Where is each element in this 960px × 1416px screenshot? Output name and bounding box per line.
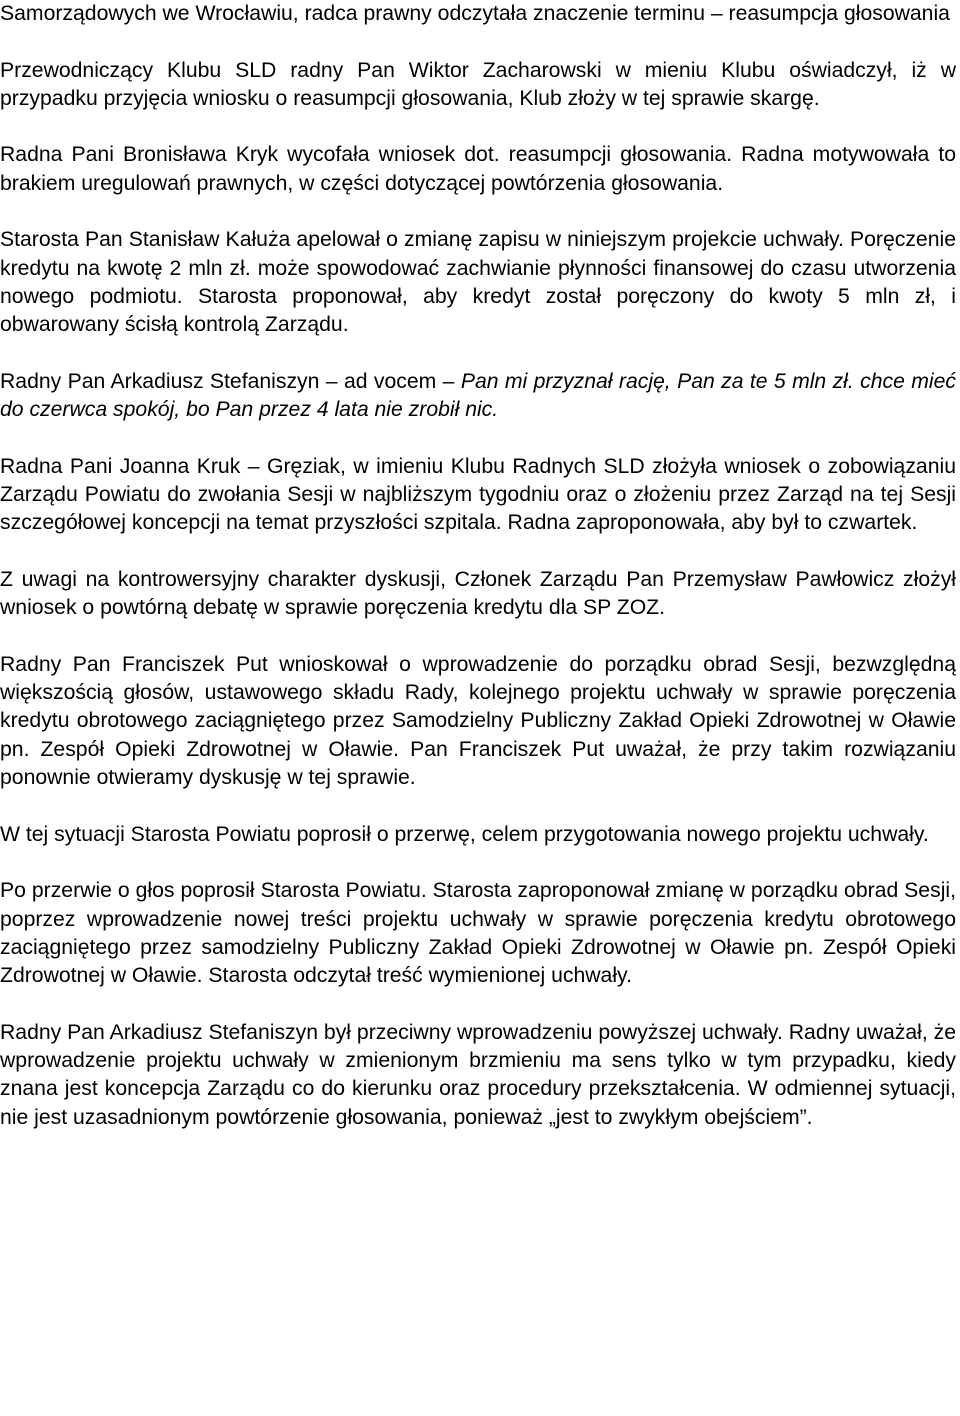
paragraph-gap xyxy=(0,990,956,1018)
speaker-attribution: Radny Pan Arkadiusz Stefaniszyn – ad vocem – xyxy=(0,369,461,393)
paragraph-pawlowicz-motion: Z uwagi na kontrowersyjny charakter dyskusji, Członek Zarządu Pan Przemysław Pawłowicz złożył wniosek o powtórną debatę w sprawie poręczenia kredytu dla SP ZOZ. xyxy=(0,567,956,620)
quoted-remark: Pan mi przyznał rację, Pan za te 5 mln zł. chce mieć do czerwca spokój, bo Pan przez 4 lata nie zrobił nic. xyxy=(0,369,956,422)
paragraph-starosta-appeal: Starosta Pan Stanisław Kałuża apelował o zmianę zapisu w niniejszym projekcie uchwały. Poręczenie kredytu na kwotę 2 mln zł. może spowodować zachwianie płynności finansowej do czasu utworzenia nowego podmiotu. Starosta proponował, aby kredyt został poręczony do kwoty 5 mln zł, i obwarowany ścisłą kontrolą Zarządu. xyxy=(0,228,956,337)
paragraph-gap xyxy=(0,424,956,452)
paragraph-stefaniszyn-opposition: Radny Pan Arkadiusz Stefaniszyn był przeciwny wprowadzeniu powyższej uchwały. Radny uważał, że wprowadzenie projektu uchwały w zmienionym brzmieniu ma sens tylko w tym przypadku, kiedy znana jest koncepcja Zarządu co do kierunku oraz procedury przekształcenia. W odmiennej sytuacji, nie jest uzasadnionym powtórzenie głosowania, ponieważ „jest to zwykłym obejściem”. xyxy=(0,1020,956,1129)
paragraph-gap xyxy=(0,623,956,651)
paragraph-break-request: W tej sytuacji Starosta Powiatu poprosił o przerwę, celem przygotowania nowego projektu uchwały. xyxy=(0,822,929,846)
paragraph-after-break: Po przerwie o głos poprosił Starosta Powiatu. Starosta zaproponował zmianę w porządku obrad Sesji, poprzez wprowadzenie nowej treści projektu uchwały w sprawie poręczenia kredytu obrotowego zaciągniętego przez samodzielny Publiczny Zakład Opieki Zdrowotnej w Oławie pn. Zespół Opieki Zdrowotnej w Oławie. Starosta odczytał treść wymienionej uchwały. xyxy=(0,879,956,988)
paragraph-sld-club-statement: Przewodniczący Klubu SLD radny Pan Wiktor Zacharowski w mieniu Klubu oświadczył, iż w przypadku przyjęcia wniosku o reasumpcji głosowania, Klub złoży w tej sprawie skargę. xyxy=(0,58,956,110)
paragraph-kryk-withdrawal: Radna Pani Bronisława Kryk wycofała wniosek dot. reasumpcji głosowania. Radna motywowała to brakiem uregulowań prawnych, w części dotyczącej powtórzenia głosowania. xyxy=(0,143,956,195)
paragraph-gap xyxy=(0,28,956,56)
paragraph-gap xyxy=(0,792,956,820)
paragraph-kruk-motion: Radna Pani Joanna Kruk – Gręziak, w imieniu Klubu Radnych SLD złożyła wniosek o zobowiązaniu Zarządu Powiatu do zwołania Sesji w najbliższym tygodniu oraz o złożeniu przez Zarząd na tej Sesji szczegółowej koncepcji na temat przyszłości szpitala. Radna zaproponowała, aby był to czwartek. xyxy=(0,454,956,535)
paragraph-put-motion: Radny Pan Franciszek Put wnioskował o wprowadzenie do porządku obrad Sesji, bezwzględną większością głosów, ustawowego składu Rady, kolejnego projektu uchwały w sprawie poręczenia kredytu obrotowego zaciągniętego przez Samodzielny Publiczny Zakład Opieki Zdrowotnej w Oławie pn. Zespół Opieki Zdrowotnej w Oławie. Pan Franciszek Put uważał, że przy takim rozwiązaniu ponownie otwieramy dyskusję w tej sprawie. xyxy=(0,652,956,790)
paragraph-gap xyxy=(0,198,956,226)
paragraph-gap xyxy=(0,538,956,566)
paragraph-gap xyxy=(0,113,956,141)
paragraph-stefaniszyn-ad-vocem xyxy=(0,368,956,425)
paragraph-gap xyxy=(0,340,956,368)
paragraph-gap xyxy=(0,849,956,877)
paragraph-reasumpcja-definition: Samorządowych we Wrocławiu, radca prawny odczytała znaczenie terminu – reasumpcja głosowania xyxy=(0,2,950,25)
